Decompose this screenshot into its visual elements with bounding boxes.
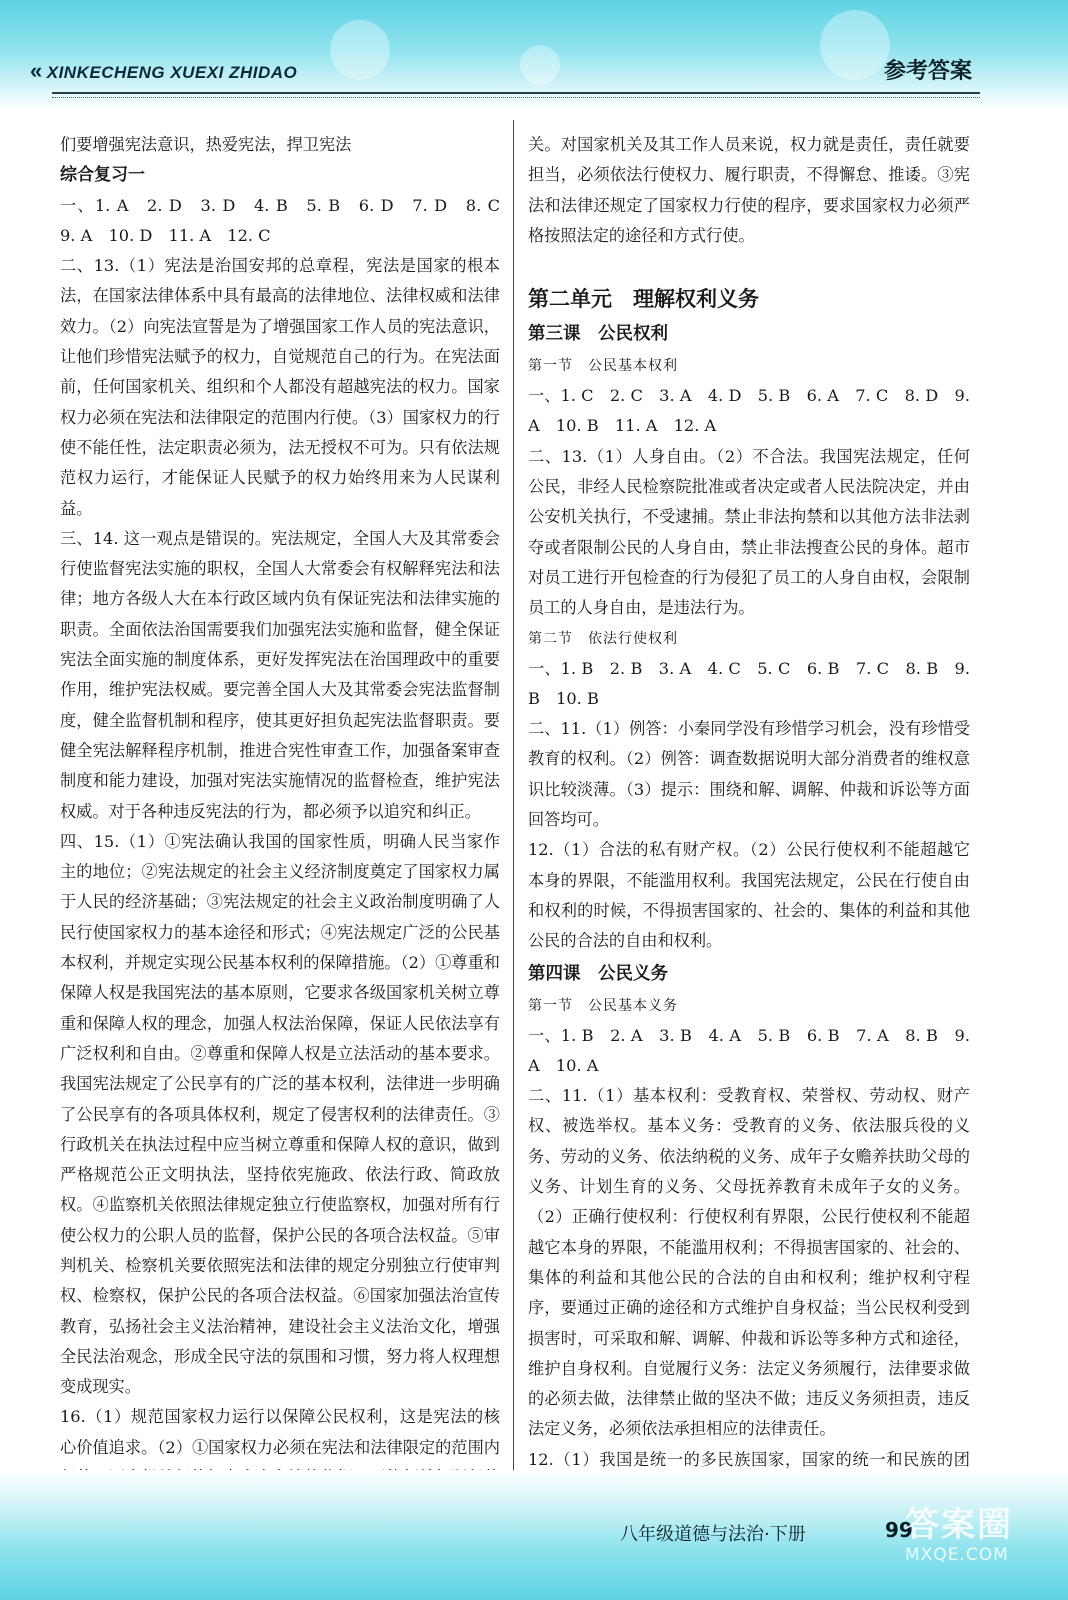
- section-heading: 第一节 公民基本义务: [528, 997, 678, 1014]
- answer-paragraph: 12.（1）合法的私有财产权。（2）公民行使权利不能超越它本身的界限，不能滥用权利。我国宪法规定，公民在行使自由和权利的时候，不得损害国家的、社会的、集体的利益和其他公民的合法的自由和权利。: [528, 840, 970, 951]
- column-divider: [513, 120, 514, 1480]
- watermark: [905, 1505, 1055, 1585]
- section-heading: 第二节 依法行使权利: [528, 630, 678, 647]
- answer-paragraph: 一、1. B 2. B 3. A 4. C 5. C 6. B 7. C 8. B 9. B 10. B: [528, 658, 970, 708]
- answer-paragraph: 四、15.（1）①宪法确认我国的国家性质，明确人民当家作主的地位；②宪法规定的社会主义经济制度奠定了国家权力属于人民的经济基础；③宪法规定的社会主义政治制度明确了人民行使国家权力的基本途径和形式；④宪法规定广泛的公民基本权利，并规定实现公民基本权利的保障措施。（2）①尊重和保障人权是我国宪法的基本原则，它要求各级国家机关树立尊重和保障人权的理念，加强人权法治保障，保证人民依法享有广泛权利和自由。②尊重和保障人权是立法活动的基本要求。我国宪法规定了公民享有的广泛的基本权利，法律进一步明确了公民享有的各项具体权利，规定了侵害权利的法律责任。③行政机关在执法过程中应当树立尊重和保障人权的意识，做到严格规范公正文明执法，坚持依宪施政、依法行政、简政放权。④监察机关依照法律规定独立行使监察权，加强对所有行使公权力的公职人员的监督，保护公民的各项合法权益。⑤审判机关、检察机关要依照宪法和法律的规定分别独立行使审判权、检察权，保护公民的各项合法权益。⑥国家加强法治宣传教育，弘扬社会主义法治精神，建设社会主义法治文化，增强全民法治观念，形成全民守法的氛围和习惯，努力将人权理想变成现实。: [60, 831, 500, 1397]
- section-heading: 第一节 公民基本权利: [528, 358, 678, 375]
- answer-paragraph: 16.（1）规范国家权力运行以保障公民权利，这是宪法的核心价值追求。（2）①国家权力必须在宪法和法律限定的范围内: [60, 1407, 500, 1457]
- answer-paragraph: 二、11.（1）基本权利：受教育权、荣誉权、劳动权、财产权、被选举权。基本义务：受教育的义务、依法服兵役的义务、劳动的义务、依法纳税的义务、成年子女赡养扶助父母的义务、计划生育的义务、父母抚养教育未成年子女的义务。（2）正确行使权利：行使权利有界限，公民行使权利不能超越它本身的界限，不能滥用权利；不得损害国家的、社会的、集体的利益和其他公民的合法的自由和权利；维护权利守程序，要通过正确的途径和方式维护自身权益；当公民权利受到损害时，可采取和解、调解、仲裁和诉讼等多种方式和途径，维护自身权利。自觉履行义务：法定义务须履行，法律要求做的必须去做，法律禁止做的坚决不做；违反义务须担责，违反法定义务，必须依法承担相应的法律责任。: [528, 1086, 970, 1439]
- right-column: [528, 130, 970, 1505]
- header-rule-dotted: [52, 97, 980, 98]
- decorative-bubble: [520, 45, 560, 85]
- brand-text: XINKECHENG XUEXI ZHIDAO: [46, 63, 298, 82]
- answer-paragraph: 二、13.（1）人身自由。（2）不合法。我国宪法规定，任何公民，非经人民检察院批准或者决定或者人民法院决定，并由公安机关执行，不受逮捕。禁止非法拘禁和以其他方法非法剥夺或者限制公民的人身自由，禁止非法搜查公民的身体。超市对员工进行开包检查的行为侵犯了员工的人身自由权，会限制员工的人身自由，是违法行为。: [528, 446, 970, 618]
- answer-paragraph: 二、13.（1）宪法是治国安邦的总章程，宪法是国家的根本法，在国家法律体系中具有最高的法律地位、法律权威和法律效力。（2）向宪法宣誓是为了增强国家工作人员的宪法意识，让他们珍惜宪法赋予的权力，自觉规范自己的行为。在宪法面前，任何国家机关、组织和个人都没有超越宪法的权力。国家权力必须在宪法和法律限定的范围内行使。（3）国家权力的行使不能任性，法定职责必须为，法无授权不可为。只有依法规范权力运行，才能保证人民赋予的权力始终用来为人民谋利益。: [60, 256, 500, 518]
- answer-paragraph: 12.（1）我国是统一的多民族国家，国家的统一和民族的团: [528, 1449, 970, 1469]
- lesson-heading: 第三课 公民权利: [528, 324, 668, 345]
- section-label: 参考答案: [883, 59, 972, 84]
- left-column: [60, 130, 517, 1554]
- decorative-bubble: [330, 20, 390, 80]
- watermark-url: MXQE.COM: [905, 1545, 1009, 1565]
- answer-paragraph: 关。对国家机关及其工作人员来说，权力就是责任，责任就要担当，必须依法行使权力、履行职责，不得懈怠、推诿。③宪法和法律还规定了国家权力行使的程序，要求国家权力必须严格按照法定的途径和方式行使。: [528, 135, 970, 245]
- lesson-heading: 第四课 公民义务: [528, 963, 668, 984]
- book-title: 八年级道德与法治·下册: [620, 1524, 806, 1545]
- answer-paragraph: 一、1. A 2. D 3. D 4. B 5. B 6. D 7. D 8. C 9. A 10. D 11. A 12. C: [60, 195, 517, 245]
- decorative-bubble: [820, 10, 890, 80]
- unit-heading: 第二单元 理解权利义务: [528, 287, 759, 312]
- answer-paragraph: 三、14. 这一观点是错误的。宪法规定，全国人大及其常委会行使监督宪法实施的职权，全国人大常委会有权解释宪法和法律；地方各级人大在本行政区域内负有保证宪法和法律实施的职责。全面依法治国需要我们加强宪法实施和监督，健全保证宪法全面实施的制度体系，更好发挥宪法在治国理政中的重要作用，维护宪法权威。要完善全国人大及其常委会宪法监督制度，健全监督机制和程序，使其更好担负起宪法监督职责。要健全宪法解释程序机制，推进合宪性审查工作，加强备案审查制度和能力建设，加强对宪法实施情况的监督检查，维护宪法权威。对于各种违反宪法的行为，都必须予以追究和纠正。: [60, 528, 500, 821]
- review-heading: 综合复习一: [60, 165, 145, 186]
- header-rule: [52, 92, 980, 94]
- answer-paragraph: 二、11.（1）例答：小秦同学没有珍惜学习机会，没有珍惜受教育的权利。（2）例答：调查数据说明大部分消费者的维权意识比较淡薄。（3）提示：围绕和解、调解、仲裁和诉讼等方面回答均可。: [528, 719, 970, 830]
- answer-paragraph: 一、1. C 2. C 3. A 4. D 5. B 6. A 7. C 8. D 9. A 10. B 11. A 12. A: [528, 386, 970, 436]
- answer-paragraph: 一、1. B 2. A 3. B 4. A 5. B 6. B 7. A 8. B 9. A 10. A: [528, 1025, 970, 1075]
- brand-title: [30, 58, 297, 84]
- watermark-logo: 答案圈: [905, 1505, 1013, 1545]
- answer-paragraph: 们要增强宪法意识，热爱宪法，捍卫宪法: [60, 135, 352, 154]
- double-chevron-icon: «: [30, 58, 43, 83]
- page-number: 99: [885, 1518, 913, 1542]
